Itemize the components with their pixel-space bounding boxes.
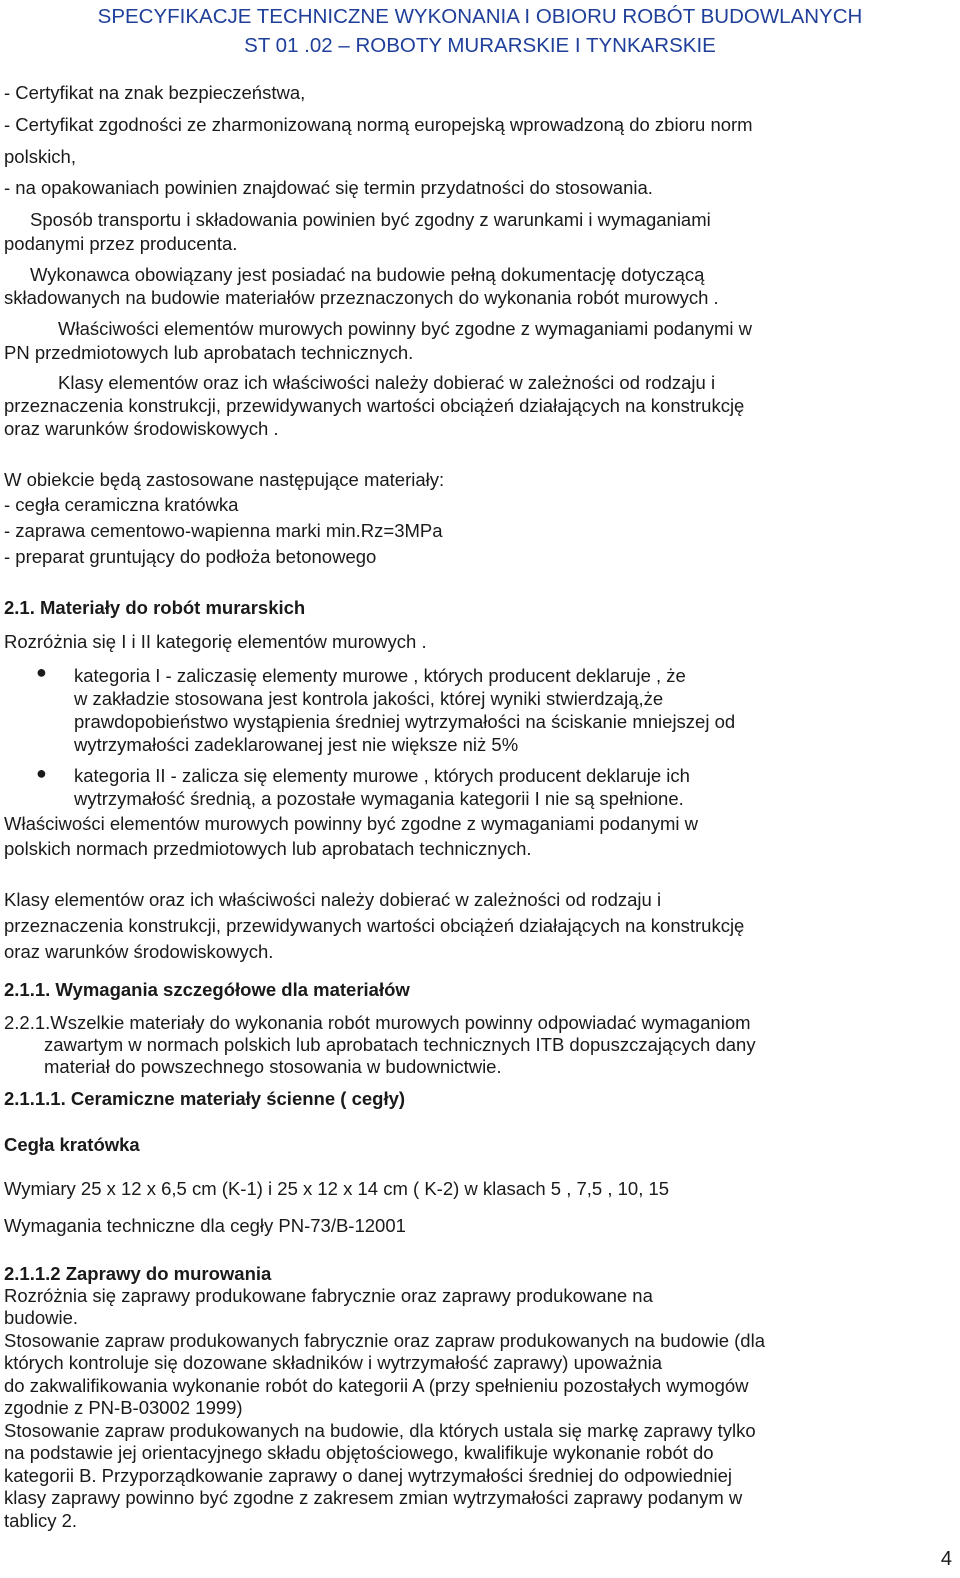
mortar-line: na podstawie jej orientacyjnego składu objętościowego, kwalifikuje wykonanie robót do (4, 1442, 714, 1463)
properties-line: PN przedmiotowych lub aprobatach technicznych. (4, 342, 414, 363)
properties-2-line: Właściwości elementów murowych powinny być zgodne z wymaganiami podanymi w (4, 813, 699, 834)
classes-line: przeznaczenia konstrukcji, przewidywanych wartości obciążeń działających na konstrukcję (4, 395, 745, 416)
mortar-line: kategorii B. Przyporządkowanie zaprawy o danej wytrzymałości średniej do odpowiedniej (4, 1465, 733, 1486)
mortar-line: klasy zaprawy powinno być zgodne z zakresem zmian wytrzymałości zaprawy podanym w (4, 1487, 743, 1508)
bullet-dot-icon: ● (36, 763, 47, 783)
documentation-line: składowanych na budowie materiałów przeznaczonych do wykonania robót murowych . (4, 287, 719, 308)
intro-line: - Certyfikat na znak bezpieczeństwa, (4, 82, 306, 103)
page-number: 4 (940, 1548, 952, 1570)
classes-line: oraz warunków środowiskowych . (4, 418, 279, 439)
materials-item: - preparat gruntujący do podłoża betonowego (4, 546, 377, 567)
mortar-line: Rozróżnia się zaprawy produkowane fabrycznie oraz zaprawy produkowane na (4, 1285, 653, 1306)
intro-line: - na opakowaniach powinien znajdować się termin przydatności do stosowania. (4, 177, 653, 198)
classes-2-line: Klasy elementów oraz ich właściwości należy dobierać w zależności od rodzaju i (4, 889, 662, 910)
mortar-line: zgodnie z PN-B-03002 1999) (4, 1397, 243, 1418)
bullet-dot-icon: ● (36, 662, 47, 682)
bullet-1-line: w zakładzie stosowana jest kontrola jakości, której wyniki stwierdzają,że (74, 688, 664, 709)
bullet-2-line: wytrzymałość średnią, a pozostałe wymagania kategorii I nie są spełnione. (74, 788, 684, 809)
brick-dimensions: Wymiary 25 x 12 x 6,5 cm (K-1) i 25 x 12 x 14 cm ( K-2) w klasach 5 , 7,5 , 10, 15 (4, 1178, 670, 1199)
intro-line: - Certyfikat zgodności ze zharmonizowaną normą europejską wprowadzoną do zbioru norm (4, 114, 753, 135)
categories-intro: Rozróżnia się I i II kategorię elementów murowych . (4, 631, 427, 652)
mortar-line: Stosowanie zapraw produkowanych fabrycznie oraz zapraw produkowanych na budowie (dla (4, 1330, 765, 1351)
bullet-2-line: kategoria II - zalicza się elementy murowe , których producent deklaruje ich (74, 765, 690, 786)
header-line-1: SPECYFIKACJE TECHNICZNE WYKONANIA I OBIORU ROBÓT BUDOWLANYCH (97, 5, 863, 28)
classes-line: Klasy elementów oraz ich właściwości należy dobierać w zależności od rodzaju i (58, 372, 716, 393)
brick-title: Cegła kratówka (4, 1134, 140, 1155)
mortar-line: budowie. (4, 1307, 79, 1328)
section-heading-2-1-1-2: 2.1.1.2 Zaprawy do murowania (4, 1263, 272, 1284)
materials-intro: W obiekcie będą zastosowane następujące materiały: (4, 469, 445, 490)
transport-line: podanymi przez producenta. (4, 233, 238, 254)
mortar-line: których kontroluje się dozowane składników i wytrzymałość zaprawy) upoważnia (4, 1352, 663, 1373)
section-heading-2-1-1: 2.1.1. Wymagania szczegółowe dla materiałów (4, 979, 410, 1000)
documentation-line: Wykonawca obowiązany jest posiadać na budowie pełną dokumentację dotyczącą (30, 264, 705, 285)
requirements-line: zawartym w normach polskich lub aprobatach technicznych ITB dopuszczających dany (44, 1034, 756, 1055)
mortar-line: Stosowanie zapraw produkowanych na budowie, dla których ustala się markę zaprawy tylko (4, 1420, 756, 1441)
bullet-1-line: kategoria I - zaliczasię elementy murowe , których producent deklaruje , że (74, 665, 686, 686)
intro-line: polskich, (4, 146, 76, 167)
classes-2-line: oraz warunków środowiskowych. (4, 941, 274, 962)
mortar-line: tablicy 2. (4, 1510, 78, 1531)
requirements-line: materiał do powszechnego stosowania w budownictwie. (44, 1056, 502, 1077)
properties-2-line: polskich normach przedmiotowych lub aprobatach technicznych. (4, 838, 532, 859)
materials-item: - zaprawa cementowo-wapienna marki min.Rz=3MPa (4, 520, 443, 541)
transport-line: Sposób transportu i składowania powinien być zgodny z warunkami i wymaganiami (30, 209, 711, 230)
brick-requirements: Wymagania techniczne dla cegły PN-73/B-12001 (4, 1215, 406, 1236)
requirements-line: 2.2.1.Wszelkie materiały do wykonania robót murowych powinny odpowiadać wymaganiom (4, 1012, 751, 1033)
section-heading-2-1: 2.1. Materiały do robót murarskich (4, 597, 306, 618)
bullet-1-line: prawdopobieństwo wystąpienia średniej wytrzymałości na ściskanie mniejszej od (74, 711, 736, 732)
materials-item: - cegła ceramiczna kratówka (4, 494, 239, 515)
bullet-1-line: wytrzymałości zadeklarowanej jest nie większe niż 5% (74, 734, 519, 755)
header-line-2: ST 01 .02 – ROBOTY MURARSKIE I TYNKARSKIE (244, 34, 716, 57)
mortar-line: do zakwalifikowania wykonanie robót do kategorii A (przy spełnieniu pozostałych wymogów (4, 1375, 749, 1396)
properties-line: Właściwości elementów murowych powinny być zgodne z wymaganiami podanymi w (58, 318, 753, 339)
classes-2-line: przeznaczenia konstrukcji, przewidywanych wartości obciążeń działających na konstrukcję (4, 915, 745, 936)
section-heading-2-1-1-1: 2.1.1.1. Ceramiczne materiały ścienne ( cegły) (4, 1088, 406, 1109)
